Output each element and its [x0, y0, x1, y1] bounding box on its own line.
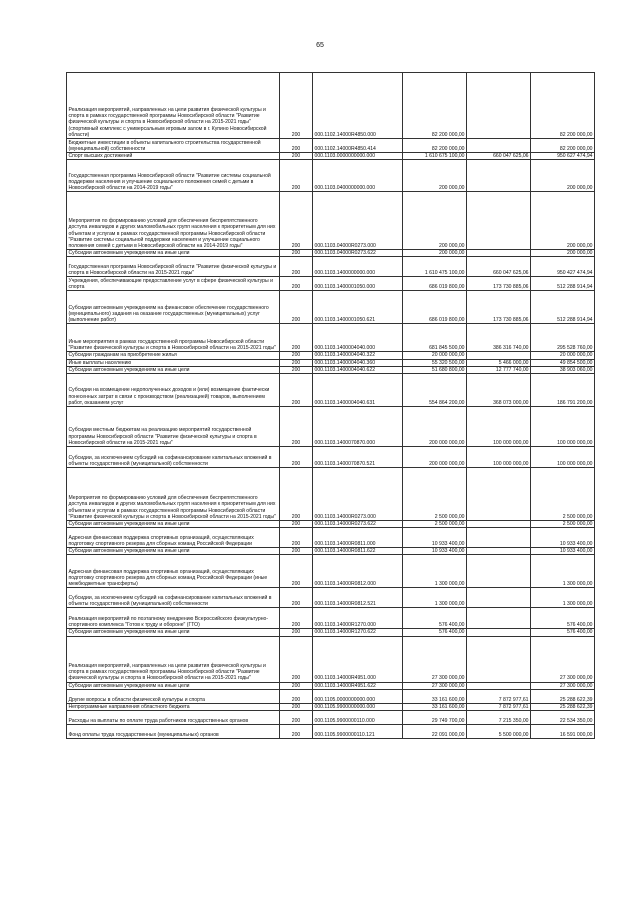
cell-admin-code: 200	[280, 153, 313, 160]
cell-approved-amount: 1 610 675 100,00	[403, 153, 467, 160]
cell-budget-code: 000.1103.14000R0273.622	[313, 521, 403, 528]
cell-admin-code: 200	[280, 725, 313, 739]
cell-executed-amount: 5 466 000,00	[467, 359, 531, 366]
cell-name: Адресная финансовая поддержка спортивных организаций, осуществляющих подготовку спортивного резерва для сборных команд Российской Федерации	[67, 528, 280, 548]
cell-admin-code: 200	[280, 689, 313, 703]
cell-budget-code: 000.1103.14000R4951.000	[313, 636, 403, 682]
cell-executed-amount: 173 730 885,06	[467, 291, 531, 324]
cell-approved-amount: 55 320 500,00	[403, 359, 467, 366]
cell-executed-amount: 100 000 000,00	[467, 407, 531, 447]
cell-admin-code: 200	[280, 291, 313, 324]
cell-remaining-amount: 25 288 622,39	[531, 703, 595, 710]
cell-budget-code: 000.1103.14000R0273.000	[313, 468, 403, 521]
cell-approved-amount: 200 000 000,00	[403, 407, 467, 447]
cell-budget-code: 000.1103.14000R0811.622	[313, 548, 403, 555]
cell-remaining-amount: 200 000,00	[531, 160, 595, 192]
cell-admin-code: 200	[280, 447, 313, 468]
cell-executed-amount	[467, 468, 531, 521]
table-row	[67, 555, 595, 588]
cell-budget-code: 000.1102.14000R4850.414	[313, 139, 403, 153]
table-row	[67, 468, 595, 521]
cell-admin-code: 200	[280, 703, 313, 710]
cell-remaining-amount: 10 933 400,00	[531, 548, 595, 555]
table-row	[67, 682, 595, 689]
cell-admin-code: 200	[280, 711, 313, 725]
cell-admin-code: 200	[280, 528, 313, 548]
cell-remaining-amount: 38 903 060,00	[531, 366, 595, 373]
table-row	[67, 277, 595, 291]
cell-approved-amount: 576 400,00	[403, 629, 467, 636]
table-row	[67, 629, 595, 636]
cell-budget-code: 000.1103.1400001050.000	[313, 277, 403, 291]
cell-name: Государственная программа Новосибирской области "Развитие физической культуры и спорта в Новосибирской области на 2015-2021 годы"	[67, 257, 280, 277]
cell-remaining-amount: 2 500 000,00	[531, 468, 595, 521]
cell-remaining-amount: 82 200 000,00	[531, 73, 595, 139]
cell-approved-amount: 1 610 475 100,00	[403, 257, 467, 277]
cell-admin-code: 200	[280, 277, 313, 291]
cell-budget-code: 000.1103.04000R0273.622	[313, 250, 403, 257]
cell-name: Реализация мероприятий, направленных на цели развития физической культуры и спорта в рамках государственной программы Новосибирской области "Развитие физической культуры и спорта в Новосибирской области на 2015-2021 годы" (спортивный комплекс с универсальным игровым залом в г. Купино Новосибирской области)	[67, 73, 280, 139]
table-row	[67, 374, 595, 407]
cell-budget-code: 000.1103.1400070870.000	[313, 407, 403, 447]
table-row	[67, 257, 595, 277]
cell-approved-amount: 200 000,00	[403, 160, 467, 192]
table-row	[67, 588, 595, 608]
cell-remaining-amount: 950 427 474,94	[531, 257, 595, 277]
cell-executed-amount	[467, 682, 531, 689]
table-row	[67, 73, 595, 139]
cell-approved-amount: 27 300 000,00	[403, 636, 467, 682]
cell-admin-code: 200	[280, 250, 313, 257]
cell-admin-code: 200	[280, 682, 313, 689]
cell-executed-amount: 660 047 625,06	[467, 257, 531, 277]
cell-budget-code: 000.1103.0000000000.000	[313, 153, 403, 160]
cell-executed-amount: 5 500 000,00	[467, 725, 531, 739]
cell-budget-code: 000.1103.1400001050.621	[313, 291, 403, 324]
cell-budget-code: 000.1103.1400004040.000	[313, 324, 403, 352]
cell-admin-code: 200	[280, 636, 313, 682]
cell-budget-code: 000.1103.14000R0812.521	[313, 588, 403, 608]
cell-name: Мероприятия по формированию условий для обеспечения беспрепятственного доступа инвалидов и других маломобильных групп населения к приоритетным для них объектам и услугам в рамках государственной программы Новосибирской области "Развитие физической культуры и спорта в Новосибирской области на 2015-2021 годы"	[67, 468, 280, 521]
cell-admin-code: 200	[280, 548, 313, 555]
cell-name: Спорт высших достижений	[67, 153, 280, 160]
cell-executed-amount: 386 316 740,00	[467, 324, 531, 352]
cell-approved-amount: 1 300 000,00	[403, 555, 467, 588]
cell-approved-amount: 200 000 000,00	[403, 447, 467, 468]
cell-remaining-amount: 200 000,00	[531, 192, 595, 250]
cell-name: Субсидии местным бюджетам на реализацию мероприятий государственной программы Новосибирской области "Развитие физической культуры и спорта в Новосибирской области на 2015-2021 годы"	[67, 407, 280, 447]
cell-approved-amount: 576 400,00	[403, 608, 467, 629]
cell-approved-amount: 20 000 000,00	[403, 352, 467, 359]
table-row	[67, 711, 595, 725]
cell-remaining-amount: 576 400,00	[531, 608, 595, 629]
cell-executed-amount	[467, 250, 531, 257]
cell-remaining-amount: 82 200 000,00	[531, 139, 595, 153]
cell-name: Адресная финансовая поддержка спортивных организаций, осуществляющих подготовку спортивного резерва для сборных команд Российской Федерации (иные межбюджетные трансферты)	[67, 555, 280, 588]
cell-name: Другие вопросы в области физической культуры и спорта	[67, 689, 280, 703]
cell-executed-amount	[467, 160, 531, 192]
cell-name: Мероприятия по формированию условий для обеспечения беспрепятственного доступа инвалидов и других маломобильных групп населения к приоритетным для них объектам и услугам в рамках государственной программы Новосибирской области "Развитие системы социальной поддержки населения и улучшение социального положения семей с детьми в Новосибирской области на 2014-2019 годы"	[67, 192, 280, 250]
cell-approved-amount: 200 000,00	[403, 192, 467, 250]
cell-remaining-amount: 512 288 914,94	[531, 277, 595, 291]
cell-remaining-amount: 1 300 000,00	[531, 588, 595, 608]
cell-admin-code: 200	[280, 608, 313, 629]
cell-remaining-amount: 2 500 000,00	[531, 521, 595, 528]
cell-admin-code: 200	[280, 521, 313, 528]
cell-name: Реализация мероприятий по поэтапному внедрению Всероссийского физкультурно-спортивного комплекса "Готов к труду и обороне" (ГТО)	[67, 608, 280, 629]
cell-name: Субсидии, за исключением субсидий на софинансирование капитальных вложений в объекты государственной (муниципальной) собственности	[67, 588, 280, 608]
cell-remaining-amount: 512 288 914,94	[531, 291, 595, 324]
cell-approved-amount: 10 933 400,00	[403, 528, 467, 548]
cell-budget-code: 000.1105.9900000110.121	[313, 725, 403, 739]
cell-remaining-amount: 22 534 350,00	[531, 711, 595, 725]
cell-name: Субсидии автономным учреждениям на иные цели	[67, 250, 280, 257]
cell-remaining-amount: 1 300 000,00	[531, 555, 595, 588]
table-row	[67, 139, 595, 153]
table-row	[67, 447, 595, 468]
cell-remaining-amount: 295 528 760,00	[531, 324, 595, 352]
cell-remaining-amount: 186 791 200,00	[531, 374, 595, 407]
cell-name: Учреждения, обеспечивающие предоставление услуг в сфере физической культуры и спорта	[67, 277, 280, 291]
cell-executed-amount	[467, 555, 531, 588]
cell-name: Расходы на выплаты по оплате труда работников государственных органов	[67, 711, 280, 725]
cell-admin-code: 200	[280, 257, 313, 277]
cell-approved-amount: 554 864 200,00	[403, 374, 467, 407]
cell-remaining-amount: 20 000 000,00	[531, 352, 595, 359]
cell-remaining-amount: 27 300 000,00	[531, 682, 595, 689]
cell-name: Государственная программа Новосибирской области "Развитие системы социальной поддержки населения и улучшение социального положения семей с детьми в Новосибирской области на 2014-2019 годы"	[67, 160, 280, 192]
cell-budget-code: 000.1103.14000R4951.622	[313, 682, 403, 689]
cell-budget-code: 000.1103.14000R0812.000	[313, 555, 403, 588]
cell-executed-amount	[467, 528, 531, 548]
cell-budget-code: 000.1103.14000R0811.000	[313, 528, 403, 548]
cell-name: Иные выплаты населению	[67, 359, 280, 366]
cell-admin-code: 200	[280, 73, 313, 139]
cell-executed-amount	[467, 73, 531, 139]
cell-budget-code: 000.1103.1400004040.622	[313, 366, 403, 373]
cell-budget-code: 000.1103.0400000000.000	[313, 160, 403, 192]
cell-approved-amount: 681 845 500,00	[403, 324, 467, 352]
cell-executed-amount: 12 777 740,00	[467, 366, 531, 373]
cell-executed-amount	[467, 192, 531, 250]
cell-executed-amount: 173 730 885,06	[467, 277, 531, 291]
cell-budget-code: 000.1103.1400000000.000	[313, 257, 403, 277]
cell-name: Непрограммные направления областного бюджета	[67, 703, 280, 710]
table-row	[67, 291, 595, 324]
cell-approved-amount: 27 300 000,00	[403, 682, 467, 689]
cell-remaining-amount: 576 400,00	[531, 629, 595, 636]
cell-remaining-amount: 27 300 000,00	[531, 636, 595, 682]
cell-approved-amount: 2 500 000,00	[403, 468, 467, 521]
budget-table	[66, 72, 595, 739]
cell-budget-code: 000.1103.1400004040.631	[313, 374, 403, 407]
cell-name: Субсидии автономным учреждениям на иные цели	[67, 521, 280, 528]
cell-remaining-amount: 10 933 400,00	[531, 528, 595, 548]
cell-executed-amount: 7 872 977,61	[467, 689, 531, 703]
cell-name: Иные мероприятия в рамках государственной программы Новосибирской области "Развитие физической культуры и спорта в Новосибирской области на 2015-2021 годы"	[67, 324, 280, 352]
cell-remaining-amount: 16 591 000,00	[531, 725, 595, 739]
cell-budget-code: 000.1103.04000R0273.000	[313, 192, 403, 250]
cell-remaining-amount: 100 000 000,00	[531, 407, 595, 447]
cell-budget-code: 000.1103.14000R1270.622	[313, 629, 403, 636]
cell-approved-amount: 2 500 000,00	[403, 521, 467, 528]
cell-name: Субсидии автономным учреждениям на иные цели	[67, 682, 280, 689]
cell-remaining-amount: 100 000 000,00	[531, 447, 595, 468]
cell-approved-amount: 82 200 000,00	[403, 73, 467, 139]
table-row	[67, 548, 595, 555]
cell-approved-amount: 1 300 000,00	[403, 588, 467, 608]
cell-budget-code: 000.1103.1400004040.360	[313, 359, 403, 366]
cell-executed-amount: 368 073 000,00	[467, 374, 531, 407]
cell-executed-amount: 7 872 977,61	[467, 703, 531, 710]
cell-name: Субсидии автономным учреждениям на иные цели	[67, 629, 280, 636]
cell-admin-code: 200	[280, 160, 313, 192]
table-row	[67, 250, 595, 257]
cell-admin-code: 200	[280, 366, 313, 373]
table-row	[67, 352, 595, 359]
cell-budget-code: 000.1102.14000R4850.000	[313, 73, 403, 139]
cell-admin-code: 200	[280, 374, 313, 407]
table-row	[67, 528, 595, 548]
cell-budget-code: 000.1105.0000000000.000	[313, 689, 403, 703]
cell-budget-code: 000.1105.9900000000.000	[313, 703, 403, 710]
table-row	[67, 521, 595, 528]
cell-approved-amount: 686 019 800,00	[403, 277, 467, 291]
cell-approved-amount: 10 933 400,00	[403, 548, 467, 555]
cell-admin-code: 200	[280, 139, 313, 153]
cell-name: Субсидии автономным учреждениям на финансовое обеспечение государственного (муниципального) задания на оказание государственных (муниципальных) услуг (выполнение работ)	[67, 291, 280, 324]
cell-remaining-amount: 25 288 622,39	[531, 689, 595, 703]
cell-executed-amount	[467, 629, 531, 636]
cell-name: Реализация мероприятий, направленных на цели развития физической культуры и спорта в рамках государственной программы Новосибирской области "Развитие физической культуры и спорта в Новосибирской области на 2015-2021 годы"	[67, 636, 280, 682]
table-row	[67, 636, 595, 682]
table-body	[67, 73, 595, 739]
cell-name: Субсидии автономным учреждениям на иные цели	[67, 548, 280, 555]
table-row	[67, 689, 595, 703]
table-row	[67, 359, 595, 366]
cell-name: Фонд оплаты труда государственных (муниципальных) органов	[67, 725, 280, 739]
page-number: 65	[316, 42, 324, 49]
table-row	[67, 725, 595, 739]
table-row	[67, 703, 595, 710]
cell-approved-amount: 33 161 600,00	[403, 703, 467, 710]
cell-executed-amount	[467, 608, 531, 629]
cell-approved-amount: 22 091 000,00	[403, 725, 467, 739]
cell-executed-amount	[467, 588, 531, 608]
table-row	[67, 160, 595, 192]
cell-approved-amount: 686 019 800,00	[403, 291, 467, 324]
cell-executed-amount: 660 047 625,06	[467, 153, 531, 160]
cell-admin-code: 200	[280, 352, 313, 359]
cell-executed-amount	[467, 636, 531, 682]
cell-admin-code: 200	[280, 407, 313, 447]
cell-remaining-amount: 49 854 500,00	[531, 359, 595, 366]
cell-budget-code: 000.1103.1400004040.322	[313, 352, 403, 359]
cell-remaining-amount: 200 000,00	[531, 250, 595, 257]
cell-approved-amount: 82 200 000,00	[403, 139, 467, 153]
cell-approved-amount: 200 000,00	[403, 250, 467, 257]
cell-remaining-amount: 950 627 474,94	[531, 153, 595, 160]
cell-admin-code: 200	[280, 555, 313, 588]
cell-executed-amount	[467, 521, 531, 528]
table-row	[67, 608, 595, 629]
cell-approved-amount: 29 749 700,00	[403, 711, 467, 725]
cell-admin-code: 200	[280, 192, 313, 250]
cell-approved-amount: 51 680 800,00	[403, 366, 467, 373]
cell-name: Субсидии на возмещение недополученных доходов и (или) возмещение фактически понесенных затрат в связи с производством (реализацией) товаров, выполнением работ, оказанием услуг	[67, 374, 280, 407]
cell-executed-amount	[467, 352, 531, 359]
table-row	[67, 153, 595, 160]
cell-executed-amount: 100 000 000,00	[467, 447, 531, 468]
table-row	[67, 407, 595, 447]
cell-name: Субсидии автономным учреждениям на иные цели	[67, 366, 280, 373]
cell-admin-code: 200	[280, 324, 313, 352]
cell-admin-code: 200	[280, 359, 313, 366]
cell-budget-code: 000.1103.1400070870.521	[313, 447, 403, 468]
cell-budget-code: 000.1103.14000R1270.000	[313, 608, 403, 629]
table-row	[67, 324, 595, 352]
cell-admin-code: 200	[280, 629, 313, 636]
cell-executed-amount	[467, 139, 531, 153]
cell-name: Субсидии гражданам на приобретение жилья	[67, 352, 280, 359]
cell-name: Бюджетные инвестиции в объекты капитального строительства государственной (муниципальной) собственности	[67, 139, 280, 153]
cell-budget-code: 000.1105.9900000110.000	[313, 711, 403, 725]
cell-name: Субсидии, за исключением субсидий на софинансирование капитальных вложений в объекты государственной (муниципальной) собственности	[67, 447, 280, 468]
cell-executed-amount	[467, 548, 531, 555]
table-row	[67, 192, 595, 250]
cell-executed-amount: 7 215 350,00	[467, 711, 531, 725]
cell-admin-code: 200	[280, 468, 313, 521]
table-row	[67, 366, 595, 373]
cell-approved-amount: 33 161 600,00	[403, 689, 467, 703]
cell-admin-code: 200	[280, 588, 313, 608]
